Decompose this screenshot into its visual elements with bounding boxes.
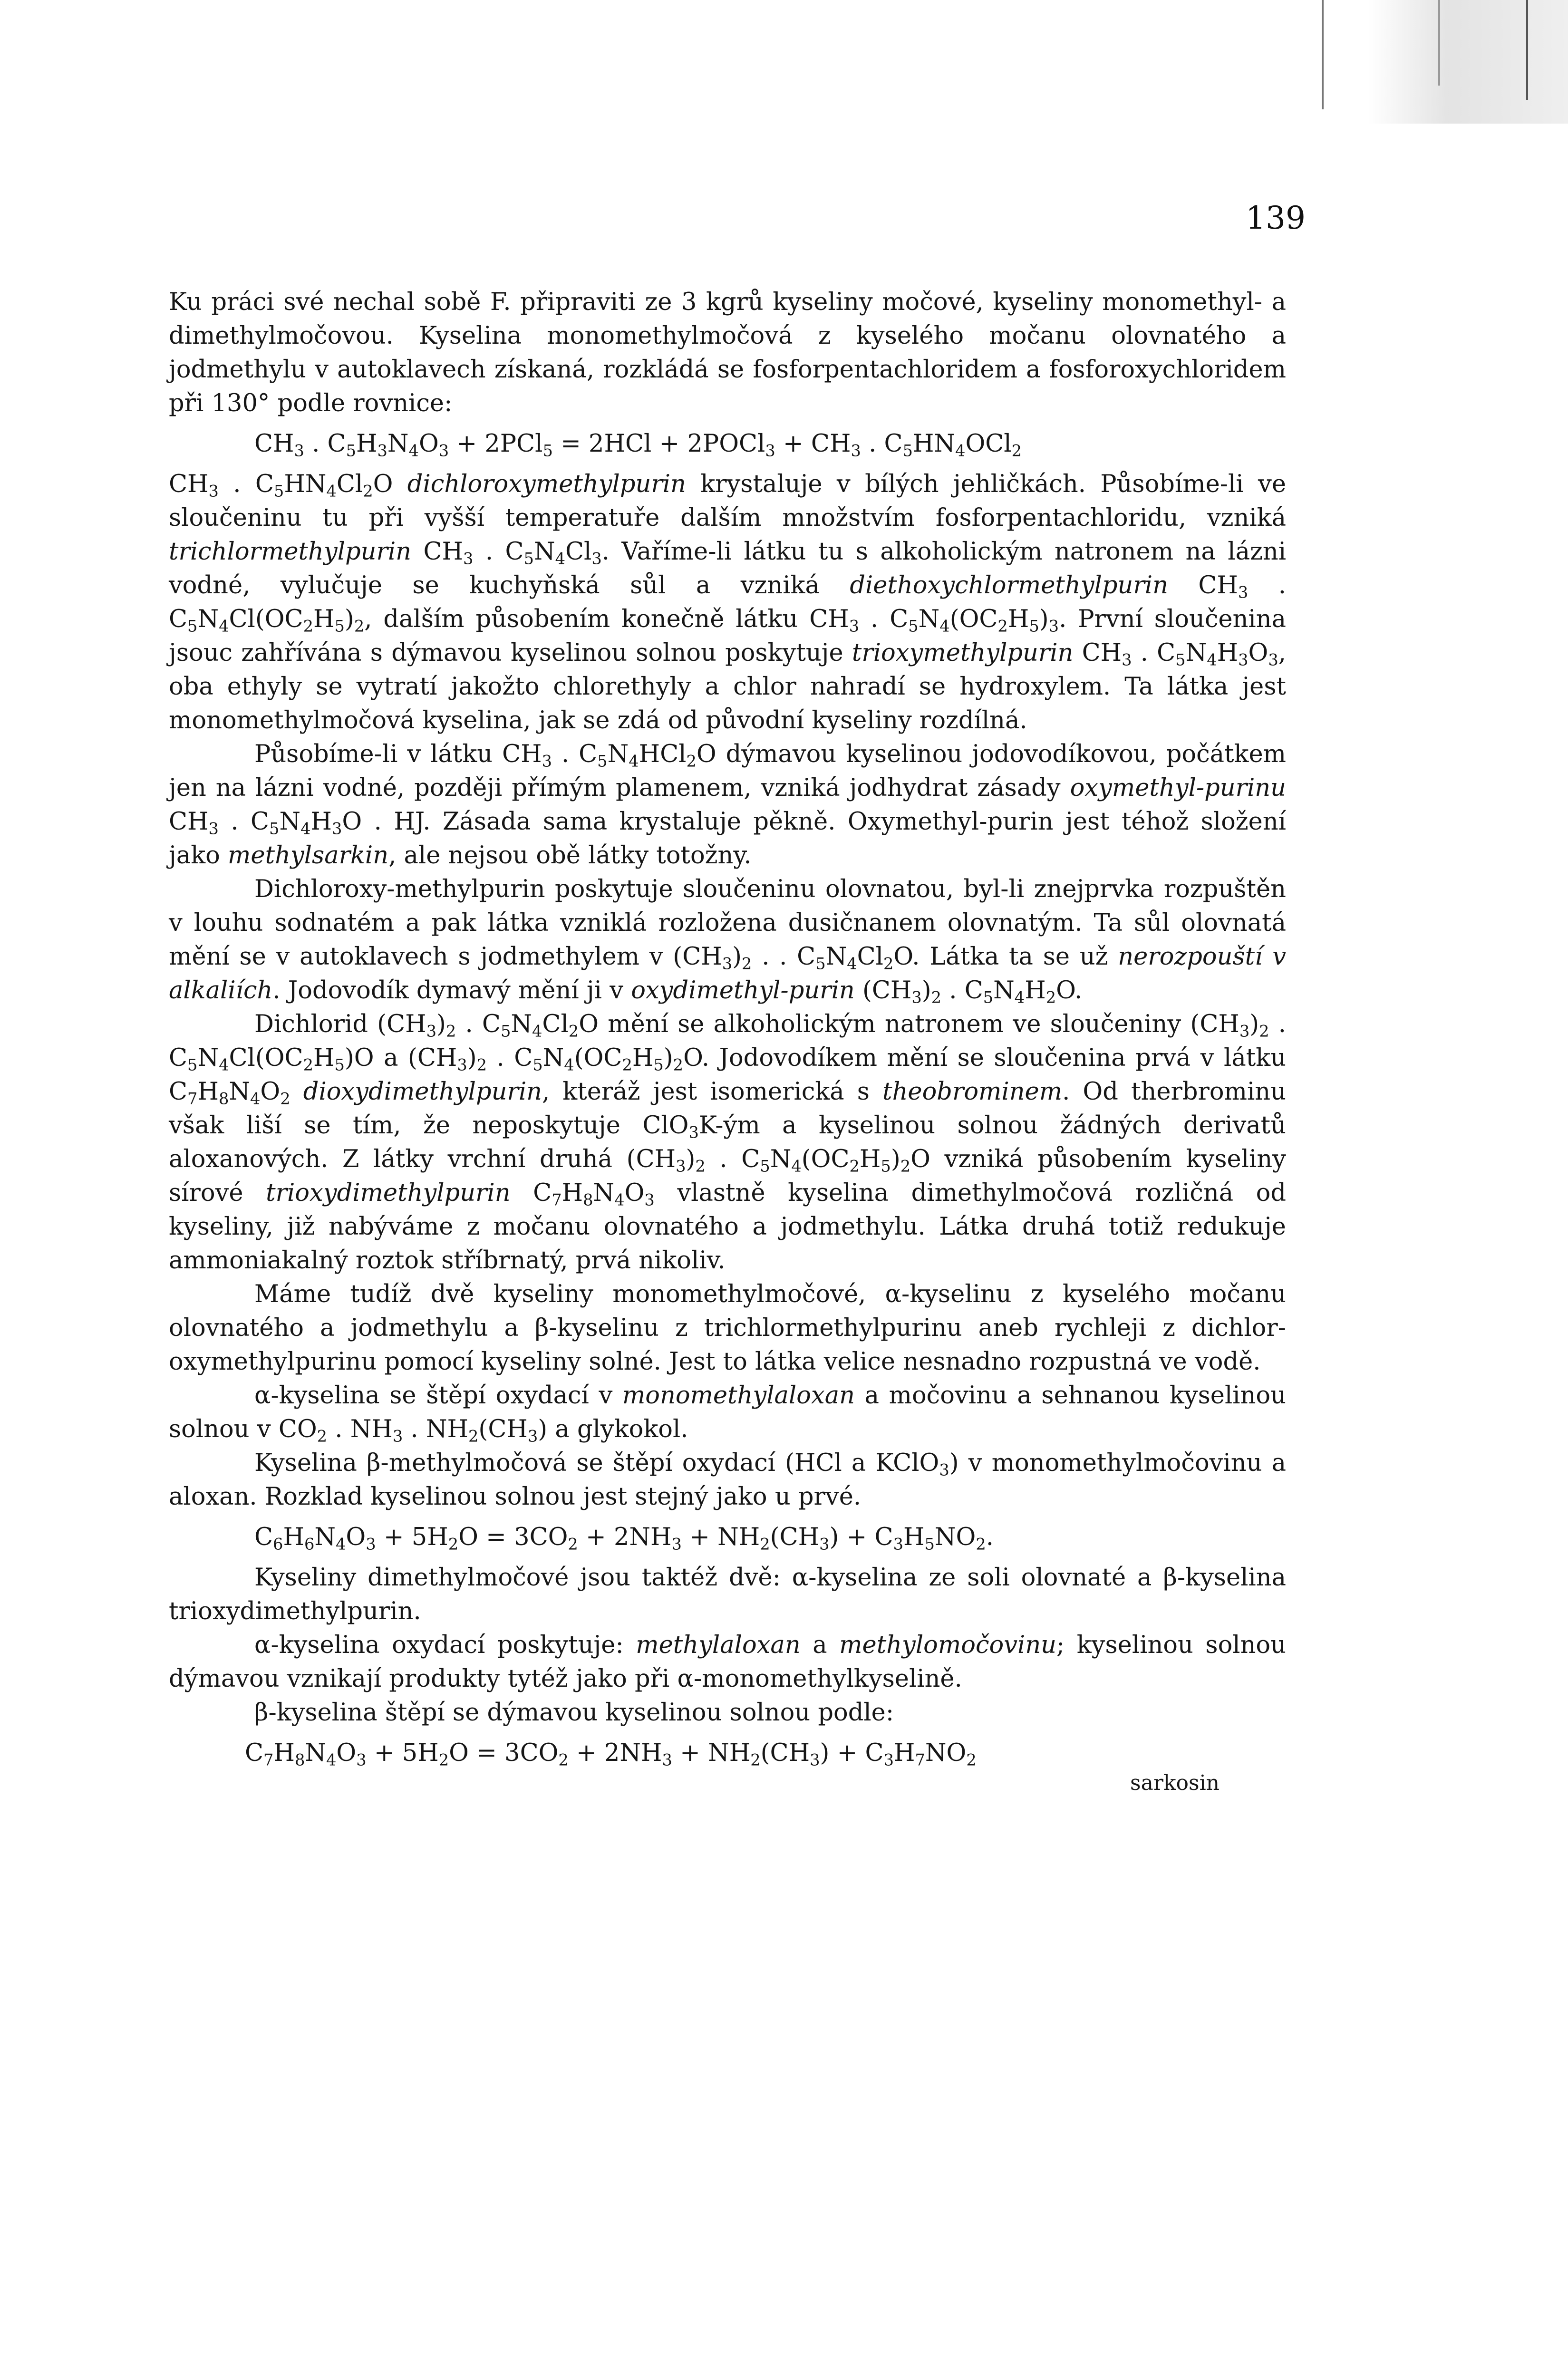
chemical-equation: $CH_3$ . $C_5H_3N_4O_3 + 2PCl_5 = 2HCl$ + 2POCl$_3$ + $CH_3$ . $C_5HN_4OCl_2$ bbox=[254, 430, 1022, 460]
scan-artifact-line bbox=[1526, 0, 1528, 100]
paragraph: Dichlorid $(CH_3)_2$ . $C_5N_4Cl_2O$ mění se alkoholickým natronem ve sloučeniny $(CH_3)_2$ . $C_5N_4Cl(OC_2H_5)O$ a $(CH_3)_2$ . $C_5N_4(OC_2H_5)_2O$. Jodovodíkem mění se sloučenina prvá v látku $C_7H_8N_4O_2$ dioxydimethylpurin, kteráž jest isomerická s theobrominem. Od therbrominu však liší se tím, že neposkytuje ClO$_3$K-ým a kyselinou solnou žádných derivatů aloxanových. Z látky vrchní druhá $(CH_3)_2$ . $C_5N_4(OC_2H_5)_2O$ vzniká působením kyseliny sírové trioxydimethylpurin $C_7H_8N_4O_3$ vlastně kyselina dimethylmočová rozličná od kyseliny, již nabýváme z močanu olovnatého a jodmethylu. Látka druhá totiž redukuje ammoniakalný roztok stříbrnatý, prvá nikoliv. bbox=[169, 1010, 1287, 1275]
scan-artifact-line bbox=[1322, 0, 1324, 109]
paragraph: Kyseliny dimethylmočové jsou taktéž dvě: α-kyselina ze soli olovnaté a β-kyselina trioxydimethylpurin. bbox=[169, 1564, 1286, 1625]
scan-edge-shadow bbox=[1368, 0, 1568, 124]
chemical-equation: $C_7H_8N_4O_3 + 5H_2O = 3CO_2 + 2NH_3 + NH_2(CH_3) + C_3H_7NO_2$ bbox=[245, 1739, 977, 1769]
paragraph: Působíme-li v látku $CH_3$ . $C_5N_4HCl_2O$ dýmavou kyselinou jodovodíkovou, počátkem jen na lázni vodné, později přímým plamenem, vzniká jodhydrat zásady oxymethyl-purinu $CH_3$ . $C_5N_4H_3O$ . HJ. Zásada sama krystaluje pěkně. Oxymethyl-purin jest téhož složení jako methylsarkin, ale nejsou obě látky totožny. bbox=[169, 740, 1286, 870]
paragraph: Ku práci své nechal sobě F. připraviti ze 3 kgrů kyseliny močové, kyseliny monomethyl- a dimethylmočovou. Kyselina monomethylmočová z kyselého močanu olovnatého a jodmethylu v autoklavech získaná, rozkládá se fosforpentachloridem a fosforoxychloridem při 130° podle rovnice: bbox=[169, 288, 1286, 417]
body-text bbox=[169, 285, 1286, 1800]
page-number: 139 bbox=[1246, 200, 1306, 236]
equation-annotation: sarkosin bbox=[1130, 1771, 1220, 1795]
chemical-equation: $C_6H_6N_4O_3 + 5H_2O = 3CO_2 + 2NH_3 + NH_2(CH_3) + C_3H_5NO_2$. bbox=[254, 1523, 994, 1554]
paragraph: Kyselina β-methylmočová se štěpí oxydací (HCl a KClO$_3$) v monomethylmočovinu a aloxan. Rozklad kyselinou solnou jest stejný jako u prvé. bbox=[169, 1449, 1286, 1511]
paragraph: β-kyselina štěpí se dýmavou kyselinou solnou podle: bbox=[254, 1699, 894, 1727]
paragraph: α-kyselina se štěpí oxydací v monomethylaloxan a močovinu a sehnanou kyselinou solnou v $CO_2$ . $NH_3$ . $NH_2(CH_3)$ a glykokol. bbox=[169, 1382, 1286, 1446]
scan-artifact-line bbox=[1438, 0, 1440, 86]
paragraph: Dichloroxy-methylpurin poskytuje sloučeninu olovnatou, byl-li znejprvka rozpuštěn v louhu sodnatém a pak látka vzniklá rozložena dusičnanem olovnatým. Ta sůl olovnatá mění se v autoklavech s jodmethylem v $(CH_3)_2$ . . $C_5N_4Cl_2O$. Látka ta se už nerozpouští v alkaliích. Jodovodík dymavý mění ji v oxydimethyl-purin $(CH_3)_2$ . $C_5N_4H_2O$. bbox=[169, 875, 1287, 1007]
paragraph: Máme tudíž dvě kyseliny monomethylmočové, α-kyselinu z kyselého močanu olovnatého a jodmethylu a β-kyselinu z trichlormethylpurinu aneb rychleji z dichlor-oxymethylpurinu pomocí kyseliny solné. Jest to látka velice nesnadno rozpustná ve vodě. bbox=[169, 1280, 1286, 1376]
paragraph: α-kyselina oxydací poskytuje: methylaloxan a methylomočovinu; kyselinou solnou dýmavou vznikají produkty tytéž jako při α-monomethylkyselině. bbox=[169, 1631, 1286, 1693]
paragraph: $CH_3$ . $C_5HN_4Cl_2O$ dichloroxymethylpurin krystaluje v bílých jehličkách. Působíme-li ve sloučeninu tu při vyšší temperatuře dalším množstvím fosforpentachloridu, vzniká trichlormethylpurin $CH_3$ . $C_5N_4Cl_3$. Vaříme-li látku tu s alkoholickým natronem na lázni vodné, vylučuje se kuchyňská sůl a vzniká diethoxychlormethylpurin $CH_3$ . $C_5N_4Cl(OC_2H_5)_2$, dalším působením konečně látku $CH_3$ . $C_5N_4(OC_2H_5)_3$. První sloučenina jsouc zahřívána s dýmavou kyselinou solnou poskytuje trioxymethylpurin $CH_3$ . $C_5N_4H_3O_3$, oba ethyly se vytratí jakožto chlorethyly a chlor nahradí se hydroxylem. Ta látka jest monomethylmočová kyselina, jak se zdá od původní kyseliny rozdílná. bbox=[169, 470, 1287, 734]
